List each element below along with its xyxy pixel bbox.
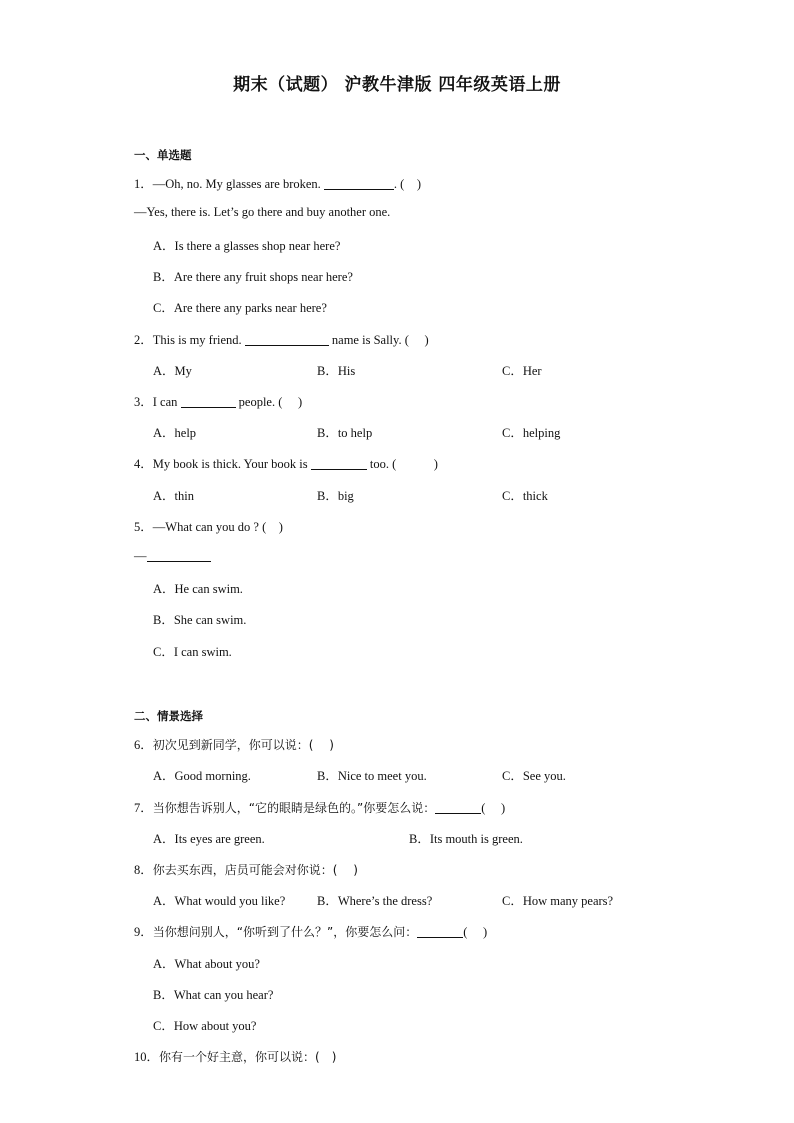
answer-blank[interactable]	[324, 176, 394, 190]
question-tail: name is Sally. ( )	[331, 333, 429, 347]
option-b[interactable]: B．What can you hear?	[153, 988, 274, 1002]
question-text: 当你想问别人，“你听到了什么？”，你要怎么问：	[152, 925, 418, 939]
option-c[interactable]: C．Her	[502, 364, 542, 378]
question-3	[134, 392, 302, 410]
answer-blank[interactable]	[147, 548, 211, 562]
answer-blank[interactable]	[181, 394, 236, 408]
option-c[interactable]: C．thick	[502, 489, 548, 503]
reply-dash: —	[134, 549, 147, 563]
question-tail: ( )	[463, 925, 488, 939]
page-title: 期末（试题） 沪教牛津版 四年级英语上册	[233, 75, 561, 95]
question-text: —What can you do ? ( )	[152, 520, 283, 534]
question-number: 1．	[134, 177, 153, 191]
section-heading-situational-choice: 二、情景选择	[134, 709, 203, 723]
question-5-reply	[134, 548, 211, 564]
question-text: —Oh, no. My glasses are broken.	[152, 177, 321, 191]
question-tail: too. ( )	[369, 457, 438, 471]
option-a[interactable]: A．Good morning.	[153, 769, 251, 783]
option-c[interactable]: C．How about you?	[153, 1019, 257, 1033]
option-b[interactable]: B．She can swim.	[153, 613, 247, 627]
question-text: 初次见到新同学，你可以说：( )	[152, 738, 334, 752]
question-text: I can	[152, 395, 178, 409]
option-a[interactable]: A．He can swim.	[153, 582, 243, 596]
question-number: 10．	[134, 1050, 160, 1064]
question-text: My book is thick. Your book is	[152, 457, 308, 471]
option-c[interactable]: C．How many pears?	[502, 894, 614, 908]
question-tail: people. ( )	[238, 395, 303, 409]
answer-blank[interactable]	[311, 456, 367, 470]
question-number: 5．	[134, 520, 153, 534]
option-a[interactable]: A．Its eyes are green.	[153, 832, 265, 846]
question-number: 4．	[134, 457, 153, 471]
question-tail: ( )	[481, 801, 506, 815]
option-a[interactable]: A．What would you like?	[153, 894, 286, 908]
question-number: 2．	[134, 333, 153, 347]
option-b[interactable]: B．Its mouth is green.	[409, 832, 523, 846]
question-2	[134, 330, 429, 348]
question-8	[134, 860, 358, 878]
question-text: This is my friend.	[152, 333, 242, 347]
question-number: 9．	[134, 925, 153, 939]
answer-blank[interactable]	[417, 924, 463, 938]
question-5	[134, 517, 283, 535]
option-c[interactable]: C．helping	[502, 426, 561, 440]
option-a[interactable]: A．help	[153, 426, 197, 440]
question-text: 当你想告诉别人，“它的眼睛是绿色的。”你要怎么说：	[152, 801, 436, 815]
option-c[interactable]: C．Are there any parks near here?	[153, 301, 327, 315]
option-b[interactable]: B．Are there any fruit shops near here?	[153, 270, 353, 284]
option-c[interactable]: C．I can swim.	[153, 645, 232, 659]
question-text: 你有一个好主意，你可以说：( )	[159, 1050, 337, 1064]
question-number: 7．	[134, 801, 153, 815]
question-tail: . ( )	[393, 177, 421, 191]
answer-blank[interactable]	[245, 332, 329, 346]
option-a[interactable]: A．What about you?	[153, 957, 260, 971]
question-4	[134, 454, 438, 472]
option-a[interactable]: A．Is there a glasses shop near here?	[153, 239, 341, 253]
option-a[interactable]: A．My	[153, 364, 192, 378]
question-number: 8．	[134, 863, 153, 877]
question-number: 6．	[134, 738, 153, 752]
question-7	[134, 798, 505, 816]
option-a[interactable]: A．thin	[153, 489, 194, 503]
option-b[interactable]: B．Nice to meet you.	[317, 769, 427, 783]
answer-blank[interactable]	[435, 800, 481, 814]
question-6	[134, 735, 334, 753]
option-b[interactable]: B．His	[317, 364, 356, 378]
question-9	[134, 922, 487, 940]
option-b[interactable]: B．to help	[317, 426, 373, 440]
section-heading-single-choice: 一、单选题	[134, 148, 192, 162]
option-b[interactable]: B．Where’s the dress?	[317, 894, 433, 908]
question-1-reply: —Yes, there is. Let’s go there and buy another one.	[134, 205, 391, 219]
option-b[interactable]: B．big	[317, 489, 354, 503]
question-1	[134, 174, 421, 192]
question-10	[134, 1047, 336, 1065]
option-c[interactable]: C．See you.	[502, 769, 566, 783]
question-number: 3．	[134, 395, 153, 409]
question-text: 你去买东西，店员可能会对你说：( )	[152, 863, 358, 877]
